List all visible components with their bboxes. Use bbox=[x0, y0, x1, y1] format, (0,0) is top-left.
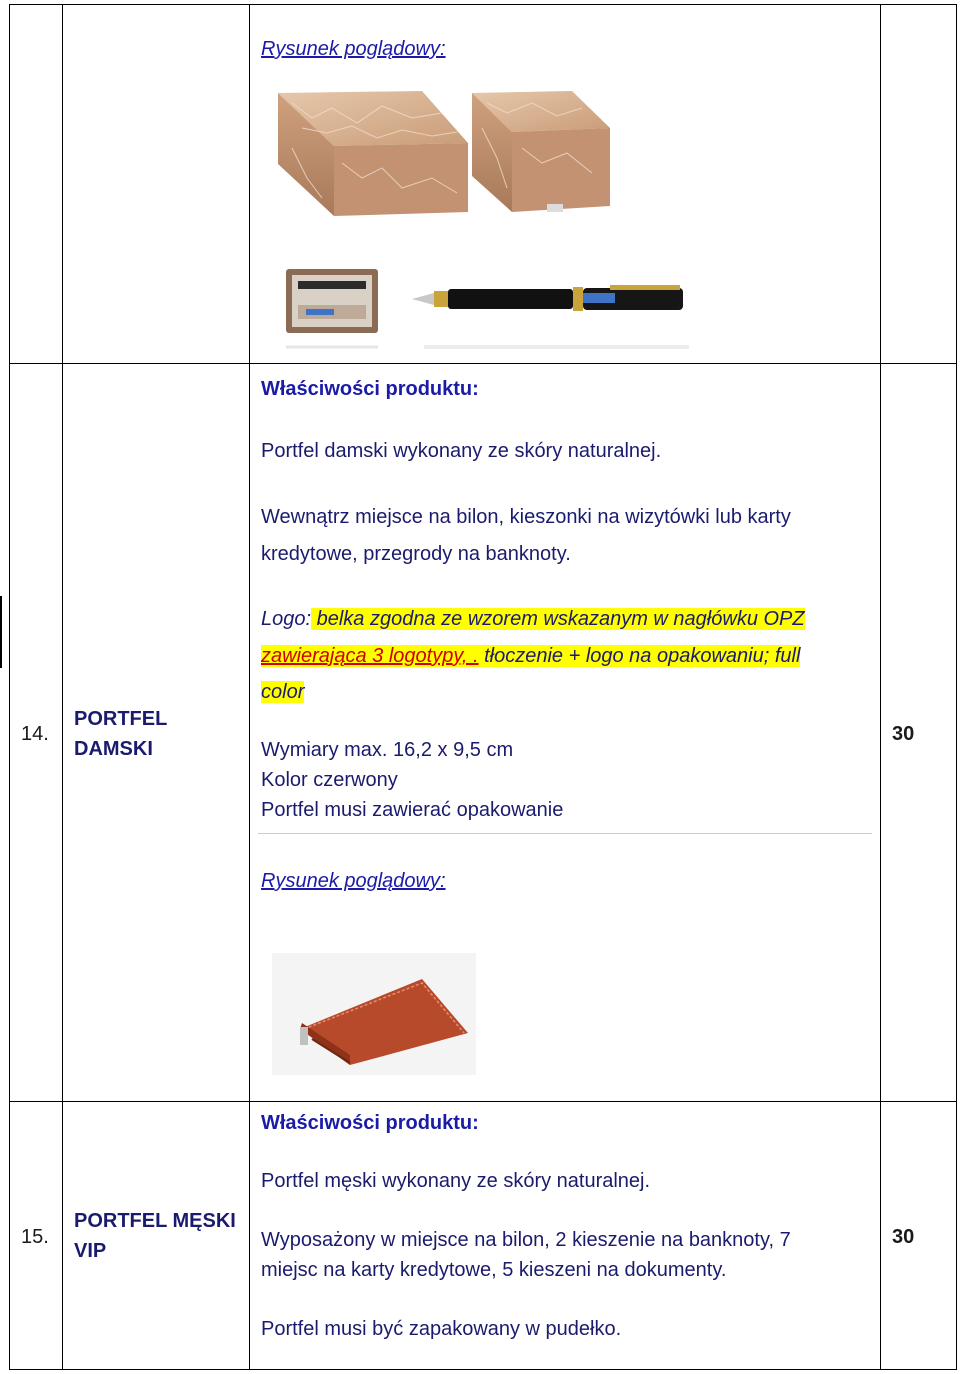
row15-description-features-line1: Wyposażony w miejsce na bilon, 2 kieszenie na banknoty, 7 bbox=[261, 1229, 791, 1251]
table-border-bottom bbox=[9, 1369, 957, 1370]
row14-description-interior-line2: kredytowe, przegrody na banknoty. bbox=[261, 543, 571, 565]
row15-quantity: 30 bbox=[892, 1226, 915, 1248]
row15-description-features-line2: miejsc na karty kredytowe, 5 kieszeni na dokumenty. bbox=[261, 1259, 727, 1281]
row-divider-14 bbox=[9, 363, 957, 364]
table-border-right bbox=[956, 4, 957, 1370]
row15-description-material: Portfel męski wykonany ze skóry naturalnej. bbox=[261, 1170, 651, 1192]
row14-description-interior-line1: Wewnątrz miejsce na bilon, kieszonki na wizytówki lub karty bbox=[261, 506, 791, 528]
row14-dimensions: Wymiary max. 16,2 x 9,5 cm bbox=[261, 739, 514, 761]
row14-packaging: Portfel musi zawierać opakowanie bbox=[261, 799, 564, 821]
rysunek-label-row14: Rysunek poglądowy: bbox=[261, 870, 446, 892]
row14-product-name-line1: PORTFEL bbox=[74, 708, 168, 730]
row15-product-name-line2: VIP bbox=[74, 1240, 107, 1262]
table-border-desc bbox=[880, 4, 881, 1370]
gift-box-image bbox=[272, 88, 612, 220]
logo-text-red: zawierająca 3 logotypy, . bbox=[261, 645, 479, 667]
logo-text-2: tłoczenie + logo na opakowaniu; full bbox=[478, 645, 801, 667]
row14-description-material: Portfel damski wykonany ze skóry naturalnej. bbox=[261, 440, 662, 462]
logo-text-3: color bbox=[261, 681, 305, 703]
row14-logo-line1 bbox=[261, 604, 805, 634]
row14-number: 14. bbox=[21, 723, 49, 745]
row15-packaging: Portfel musi być zapakowany w pudełko. bbox=[261, 1318, 622, 1340]
row-divider-15 bbox=[9, 1101, 957, 1102]
row15-number: 15. bbox=[21, 1226, 49, 1248]
row15-properties-label: Właściwości produktu: bbox=[261, 1112, 479, 1134]
row14-logo-line3 bbox=[261, 677, 304, 707]
row14-product-name-line2: DAMSKI bbox=[74, 738, 153, 760]
table-border-name bbox=[249, 4, 250, 1370]
logo-text-1: belka zgodna ze wzorem wskazanym w nagłówku OPZ bbox=[311, 608, 805, 630]
table-border-lp bbox=[62, 4, 63, 1370]
table-border-left bbox=[9, 4, 10, 1370]
inner-separator bbox=[258, 833, 872, 834]
row14-logo-line2 bbox=[261, 641, 800, 671]
pen-set-image bbox=[284, 267, 694, 357]
table-border-top bbox=[9, 4, 957, 5]
row14-quantity: 30 bbox=[892, 723, 915, 745]
margin-marker bbox=[0, 596, 2, 668]
wallet-image bbox=[272, 953, 476, 1075]
row14-properties-label: Właściwości produktu: bbox=[261, 378, 479, 400]
row14-color: Kolor czerwony bbox=[261, 769, 398, 791]
row15-product-name-line1: PORTFEL MĘSKI bbox=[74, 1210, 236, 1232]
logo-label: Logo: bbox=[261, 608, 312, 630]
rysunek-label-top: Rysunek poglądowy: bbox=[261, 38, 446, 60]
